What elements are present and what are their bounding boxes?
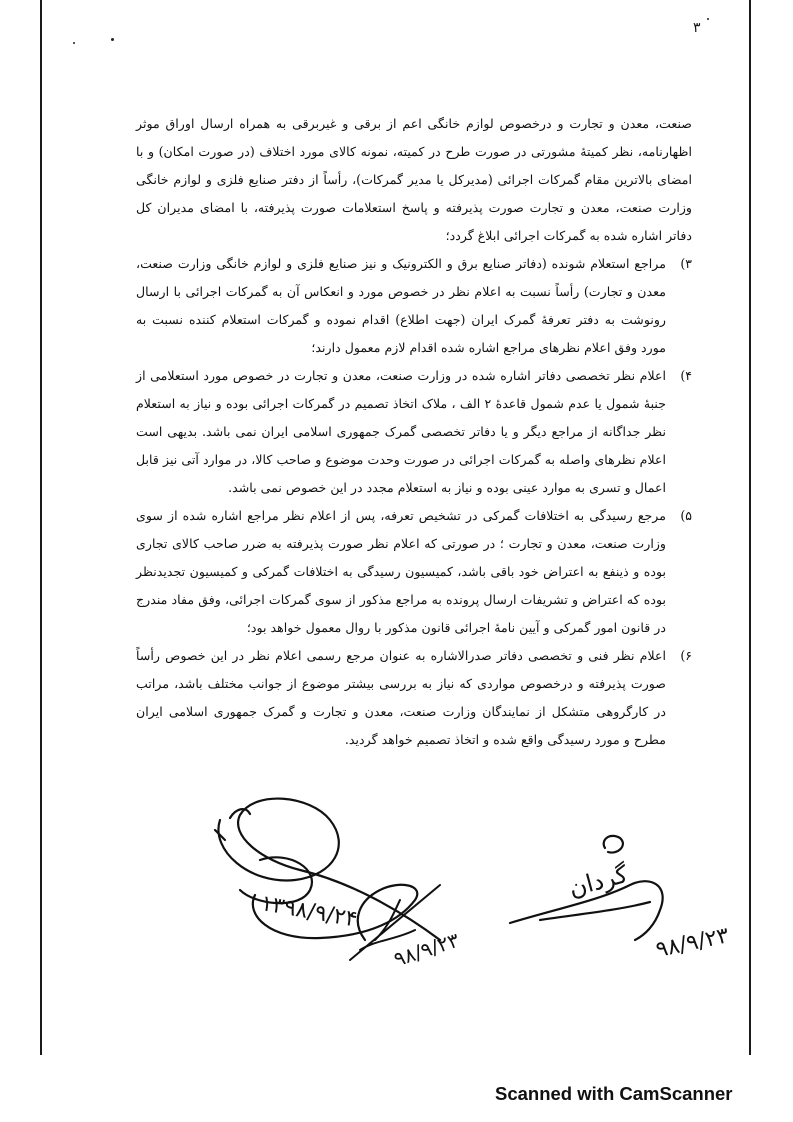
signature-area [200,790,740,990]
list-item [136,642,692,754]
list-item-text: مراجع استعلام شونده (دفاتر صنایع برق و الکترونیک و نیز صنایع فلزی و لوازم خانگی وزارت صنعت، معدن و تجارت) رأساً نسبت به اعلام نظر در خصوص مورد و انعکاس آن به گمرکات اجرائی با ارسال رونوشت به دفتر تعرفهٔ گمرک ایران (جهت اطلاع) اقدام نموده و گمرکات استعلام کننده نسبت به مورد وفق اعلام نظرهای مراجع اشاره شده اقدام لازم معمول دارند؛ [136,256,666,355]
list-item-number: ۵) [680,508,692,523]
page-border-left [40,0,42,1055]
page-number: ۳ [693,20,701,36]
signature-date-right-text: ۹۸/۹/۲۳ [653,923,732,964]
signature-date-stamp-text: ۱۳۹۸/۹/۲۴ [258,891,360,933]
list-item-text: مرجع رسیدگی به اختلافات گمرکی در تشخیص تعرفه، پس از اعلام نظر مراجع اشاره شده از سوی وزارت صنعت، معدن و تجارت ؛ در صورتی که اعلام نظر صورت پذیرفته به ضرر صاحب کالای تجاری بوده و ذینفع به اعتراض خود باقی باشد، کمیسیون رسیدگی به اختلافات گمرکی و کمیسیون تجدیدنظر بوده که اعتراض و تشریفات ارسال پرونده به مراجع مذکور از سوی گمرکات اجرائی، وفق مفاد مندرج در قانون امور گمرکی و آیین نامهٔ اجرائی قانون مذکور با روال معمول خواهد بود؛ [136,508,666,635]
list-item-text: اعلام نظر فنی و تخصصی دفاتر صدرالاشاره به عنوان مرجع رسمی اعلام نظر در این خصوص رأساً صورت پذیرفته و درخصوص مواردی که نیاز به بررسی بیشتر موضوع از جوانب مختلف باشد، مراتب در کارگروهی متشکل از نمایندگان وزارت صنعت، معدن و تجارت و گمرک جمهوری اسلامی ایران مطرح و مورد رسیدگی واقع شده و اتخاذ تصمیم خواهد گردید. [136,648,666,747]
list-item-number: ۴) [680,368,692,383]
scan-speck [73,42,75,44]
list-item-number: ۶) [680,648,692,663]
intro-paragraph: صنعت، معدن و تجارت و درخصوص لوازم خانگی اعم از برقی و غیربرقی به همراه ارسال اوراق موثر اظهارنامه، نظر کمیتهٔ مشورتی در صورت طرح در کمیته، نمونه کالای مورد اختلاف (در صورت امکان) و با امضای بالاترین مقام گمرکات اجرائی (مدیرکل یا مدیر گمرکات)، رأساً از دفتر صنایع فلزی و لوازم خانگی وزارت صنعت، معدن و تجارت صورت پذیرفته و پاسخ استعلامات صورت پذیرفته، با امضای مدیران کل دفاتر اشاره شده به گمرکات اجرائی ابلاغ گردد؛ [136,116,692,243]
signature-date-middle-text: ۹۸/۹/۲۳ [390,927,463,972]
signer-name-text: گردان [565,860,631,903]
scan-speck [111,38,114,41]
scanner-watermark: Scanned with CamScanner [495,1083,733,1104]
list-item-text: اعلام نظر تخصصی دفاتر اشاره شده در وزارت صنعت، معدن و تجارت در خصوص مورد استعلامی از جنبهٔ شمول یا عدم شمول قاعدهٔ ۲ الف ، ملاک اتخاذ تصمیم در گمرکات اجرائی بوده و نیاز به استعلام نظر جداگانه از مراجع دیگر و یا دفاتر تخصصی گمرک جمهوری اسلامی ایران نمی باشد. بدیهی است اعلام نظرهای واصله به گمرکات اجرائی در صورت وحدت موضوع و صاحب کالا، در موارد آتی نیز قابل اعمال و تسری به موارد عینی بوده و نیاز به استعلام مجدد در این خصوص نمی باشد. [136,368,666,495]
page-border-right [749,0,751,1055]
document-body [136,110,692,754]
list-item [136,502,692,642]
scan-speck [707,18,709,20]
list-item [136,250,692,362]
list-item [136,362,692,502]
list-item-number: ۳) [680,256,692,271]
